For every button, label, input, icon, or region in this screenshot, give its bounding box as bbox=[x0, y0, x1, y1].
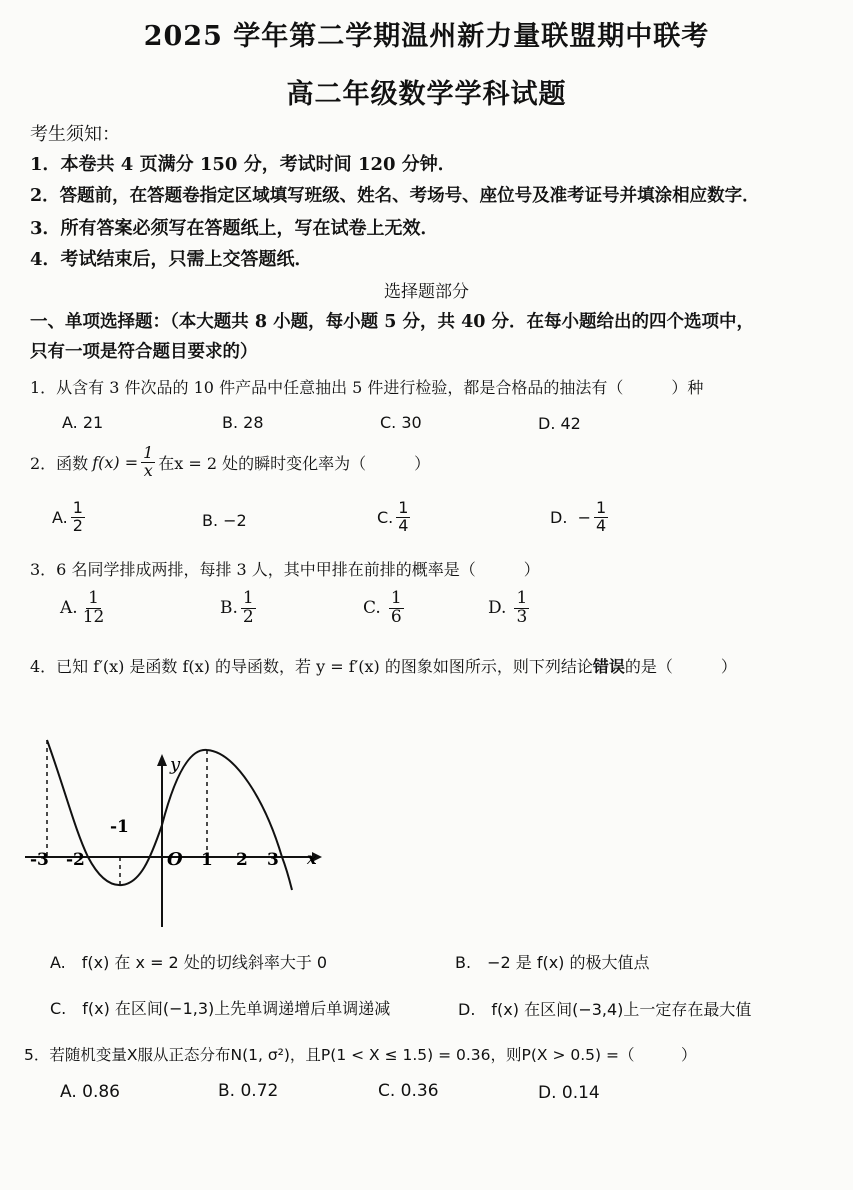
part1-instruction-line2: 只有一项是符合题目要求的） bbox=[30, 342, 258, 362]
q2-option-a-den: 2 bbox=[72, 515, 83, 535]
q2-prefix: 2．函数 bbox=[30, 453, 89, 473]
part1-instruction-line1: 一、单项选择题：（本大题共 8 小题，每小题 5 分，共 40 分．在每小题给出的四个选项中， bbox=[30, 312, 755, 332]
notice-item-2: 2．答题前，在答题卷指定区域填写班级、姓名、考场号、座位号及准考证号并填涂相应数字． bbox=[30, 186, 760, 206]
q3-option-d bbox=[488, 590, 532, 627]
notice-item-1: 1．本卷共 4 页满分 150 分，考试时间 120 分钟． bbox=[30, 154, 456, 175]
q4-stem-emphasis: 错误 bbox=[592, 657, 625, 676]
q3-option-c-label: C. bbox=[363, 598, 381, 619]
q3-option-a-den: 12 bbox=[82, 606, 105, 627]
x-axis-label: x bbox=[307, 849, 317, 868]
q5-option-c: C. 0.36 bbox=[378, 1081, 439, 1101]
q5-option-a: A. 0.86 bbox=[60, 1082, 120, 1102]
q4-stem-part2: 的是（ ） bbox=[624, 657, 737, 676]
section-heading: 选择题部分 bbox=[384, 282, 469, 302]
q2-option-d-num: 1 bbox=[595, 498, 607, 517]
q1-option-c: C. 30 bbox=[380, 413, 422, 432]
q1-option-d: D. 42 bbox=[538, 414, 581, 433]
exam-title: 2025 学年第二学期温州新力量联盟期中联考 bbox=[143, 21, 710, 52]
q2-option-d-label: D. − bbox=[550, 507, 591, 527]
q4-stem-part1: 4．已知 f′(x) 是函数 f(x) 的导函数，若 y = f′(x) 的图象如图所示，则下列结论 bbox=[30, 657, 593, 676]
y-axis-arrow bbox=[157, 754, 167, 766]
q3-option-c-num: 1 bbox=[390, 588, 402, 608]
q2-option-a-label: A. bbox=[52, 507, 68, 527]
q3-option-d-den: 3 bbox=[516, 606, 528, 627]
q2-option-c-den: 4 bbox=[398, 515, 409, 535]
q4-option-a: A. f(x) 在 x = 2 处的切线斜率大于 0 bbox=[50, 953, 328, 972]
question-4-stem bbox=[30, 654, 737, 677]
q3-option-c-den: 6 bbox=[390, 606, 402, 627]
q2-frac-num: 1 bbox=[143, 443, 154, 462]
q2-frac-den: x bbox=[143, 460, 153, 480]
q1-option-a: A. 21 bbox=[62, 413, 104, 432]
origin-label: O bbox=[167, 849, 183, 870]
q3-option-d-num: 1 bbox=[516, 588, 528, 608]
q4-option-c: C. f(x) 在区间(−1,3)上先单调递增后单调递减 bbox=[50, 999, 391, 1018]
q2-option-c-num: 1 bbox=[398, 498, 409, 517]
minus-one-label: -1 bbox=[110, 817, 129, 837]
tick-1: 1 bbox=[201, 850, 213, 870]
q3-option-b-num: 1 bbox=[242, 588, 254, 608]
tick-3: 3 bbox=[267, 850, 279, 870]
q2-option-a-num: 1 bbox=[72, 498, 83, 517]
q2-option-c-label: C. bbox=[377, 507, 394, 527]
question-3-stem: 3．6 名同学排成两排，每排 3 人，其中甲排在前排的概率是（ ） bbox=[30, 560, 540, 579]
q4-option-b: B. −2 是 f(x) 的极大值点 bbox=[455, 953, 650, 972]
q3-option-a-label: A. bbox=[60, 598, 78, 619]
q2-option-a bbox=[52, 500, 88, 535]
q4-option-d: D. f(x) 在区间(−3,4)上一定存在最大值 bbox=[458, 1000, 752, 1019]
q2-option-d bbox=[550, 500, 611, 535]
q2-fraction bbox=[141, 445, 155, 480]
question-2-stem bbox=[30, 445, 430, 480]
q3-option-b-den: 2 bbox=[242, 606, 254, 627]
q3-option-a bbox=[60, 590, 109, 627]
exam-subtitle: 高二年级数学学科试题 bbox=[286, 79, 567, 110]
q2-option-c bbox=[377, 500, 413, 535]
derivative-graph bbox=[0, 720, 340, 935]
q3-option-a-num: 1 bbox=[88, 588, 99, 608]
q2-option-b: B. −2 bbox=[202, 511, 247, 530]
q3-option-b bbox=[220, 590, 259, 627]
tick-neg2: -2 bbox=[66, 850, 85, 870]
q3-option-b-label: B. bbox=[220, 598, 238, 619]
q2-function: f(x) = bbox=[92, 452, 139, 472]
q5-option-d: D. 0.14 bbox=[538, 1083, 600, 1103]
tick-neg3: -3 bbox=[30, 850, 49, 870]
notice-heading: 考生须知： bbox=[30, 124, 120, 145]
q3-option-c bbox=[363, 590, 407, 627]
q3-option-d-label: D. bbox=[488, 598, 507, 619]
question-1-stem: 1．从含有 3 件次品的 10 件产品中任意抽出 5 件进行检验，都是合格品的抽法有（ ）种 bbox=[30, 378, 704, 397]
y-axis-label: y bbox=[170, 754, 181, 775]
question-5-stem: 5．若随机变量X服从正态分布N(1, σ²)，且P(1 < X ≤ 1.5) = 0.36，则P(X > 0.5) =（ ） bbox=[24, 1046, 697, 1064]
notice-item-3: 3．所有答案必须写在答题纸上，写在试卷上无效． bbox=[30, 218, 439, 239]
q1-option-b: B. 28 bbox=[222, 413, 264, 432]
notice-item-4: 4．考试结束后，只需上交答题纸． bbox=[30, 249, 313, 270]
q2-suffix: 在x = 2 处的瞬时变化率为（ ） bbox=[158, 453, 431, 473]
tick-2: 2 bbox=[236, 850, 248, 870]
q5-option-b: B. 0.72 bbox=[218, 1081, 279, 1101]
q2-option-d-den: 4 bbox=[595, 515, 607, 535]
